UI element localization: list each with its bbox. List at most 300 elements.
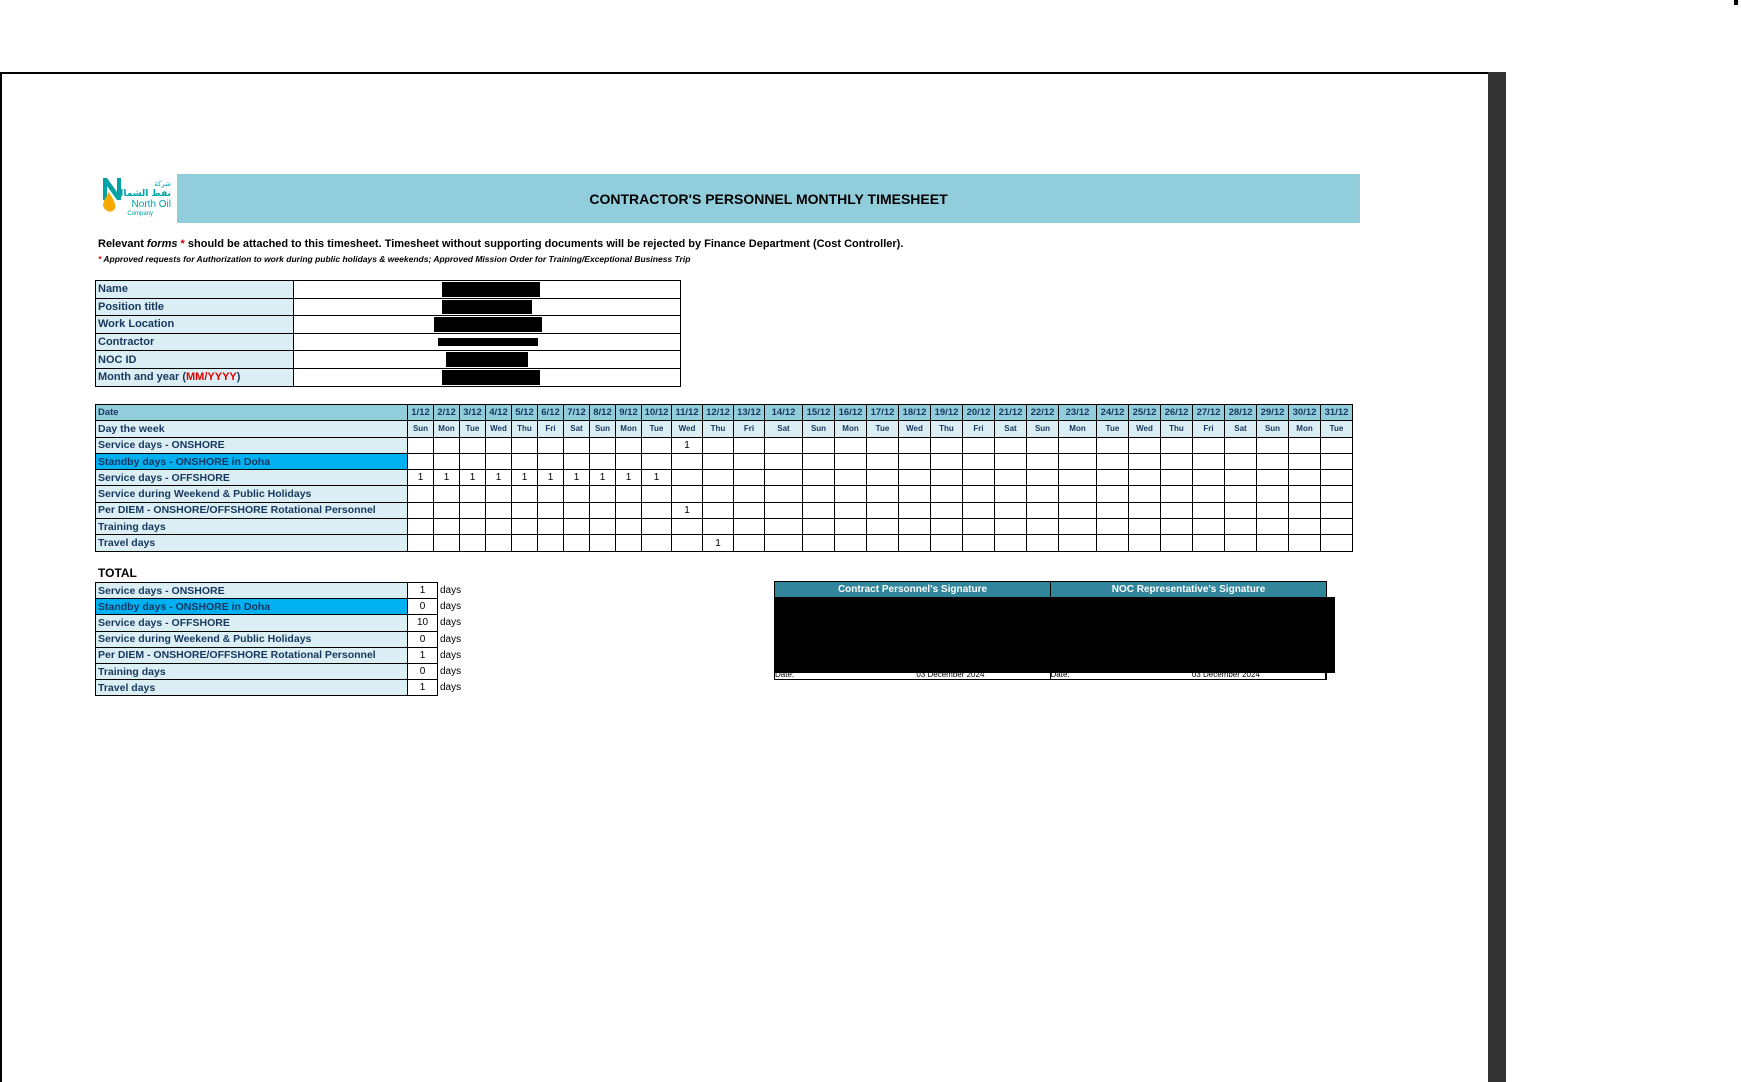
timesheet-cell[interactable] bbox=[995, 486, 1027, 502]
timesheet-cell[interactable] bbox=[1161, 453, 1193, 469]
timesheet-cell[interactable] bbox=[703, 453, 734, 469]
timesheet-cell[interactable] bbox=[486, 519, 512, 535]
timesheet-cell[interactable] bbox=[1321, 437, 1353, 453]
timesheet-cell[interactable] bbox=[1027, 453, 1059, 469]
timesheet-cell[interactable] bbox=[538, 519, 564, 535]
timesheet-cell[interactable] bbox=[408, 535, 434, 551]
timesheet-cell[interactable] bbox=[963, 453, 995, 469]
timesheet-cell[interactable] bbox=[642, 519, 672, 535]
day-header-cell: Wed bbox=[486, 421, 512, 437]
date-header-cell: 24/12 bbox=[1097, 405, 1129, 421]
timesheet-cell[interactable] bbox=[995, 470, 1027, 486]
total-row bbox=[96, 599, 478, 615]
timesheet-cell[interactable] bbox=[590, 437, 616, 453]
timesheet-cell[interactable] bbox=[835, 437, 867, 453]
timesheet-cell[interactable] bbox=[1129, 453, 1161, 469]
timesheet-cell[interactable] bbox=[765, 519, 803, 535]
timesheet-cell[interactable] bbox=[408, 519, 434, 535]
timesheet-cell[interactable] bbox=[1289, 502, 1321, 518]
date-header-cell: 26/12 bbox=[1161, 405, 1193, 421]
timesheet-cell[interactable] bbox=[616, 535, 642, 551]
timesheet-cell[interactable] bbox=[512, 437, 538, 453]
timesheet-cell[interactable] bbox=[765, 502, 803, 518]
timesheet-cell[interactable] bbox=[867, 535, 899, 551]
timesheet-cell[interactable] bbox=[931, 453, 963, 469]
timesheet-cell[interactable] bbox=[590, 486, 616, 502]
timesheet-cell[interactable]: 1 bbox=[486, 470, 512, 486]
timesheet-cell[interactable] bbox=[1193, 519, 1225, 535]
timesheet-cell[interactable] bbox=[1193, 486, 1225, 502]
timesheet-cell[interactable] bbox=[1097, 470, 1129, 486]
timesheet-cell[interactable] bbox=[867, 519, 899, 535]
timesheet-cell[interactable] bbox=[1097, 453, 1129, 469]
timesheet-cell[interactable] bbox=[1129, 502, 1161, 518]
timesheet-cell[interactable] bbox=[1161, 502, 1193, 518]
timesheet-cell[interactable]: 1 bbox=[564, 470, 590, 486]
timesheet-cell[interactable] bbox=[434, 502, 460, 518]
timesheet-cell[interactable] bbox=[963, 437, 995, 453]
timesheet-cell[interactable] bbox=[703, 486, 734, 502]
location-field[interactable] bbox=[294, 316, 681, 334]
timesheet-cell[interactable] bbox=[642, 453, 672, 469]
timesheet-cell[interactable] bbox=[765, 535, 803, 551]
timesheet-cell[interactable] bbox=[460, 535, 486, 551]
timesheet-cell[interactable]: 1 bbox=[460, 470, 486, 486]
timesheet-cell[interactable] bbox=[1225, 486, 1257, 502]
timesheet-cell[interactable] bbox=[1129, 519, 1161, 535]
timesheet-cell[interactable] bbox=[899, 453, 931, 469]
timesheet-cell[interactable] bbox=[408, 502, 434, 518]
day-header-cell: Wed bbox=[672, 421, 703, 437]
timesheet-cell[interactable] bbox=[931, 519, 963, 535]
month-label: Month and year (MM/YYYY) bbox=[96, 368, 294, 386]
timesheet-cell[interactable] bbox=[564, 437, 590, 453]
timesheet-cell[interactable] bbox=[616, 519, 642, 535]
timesheet-cell[interactable] bbox=[1129, 535, 1161, 551]
timesheet-cell[interactable] bbox=[1225, 535, 1257, 551]
timesheet-cell[interactable] bbox=[867, 502, 899, 518]
timesheet-cell[interactable] bbox=[734, 502, 765, 518]
signature-redaction bbox=[775, 597, 1335, 673]
total-value[interactable]: 10 bbox=[408, 615, 438, 631]
info-row-location bbox=[96, 316, 681, 334]
timesheet-cell[interactable] bbox=[460, 519, 486, 535]
day-header-cell: Sun bbox=[408, 421, 434, 437]
contractor-field[interactable] bbox=[294, 333, 681, 351]
info-row-month bbox=[96, 368, 681, 386]
timesheet-cell[interactable] bbox=[1193, 470, 1225, 486]
timesheet-cell[interactable] bbox=[1321, 502, 1353, 518]
personnel-info-table bbox=[95, 280, 681, 387]
row-label: Training days bbox=[96, 519, 408, 535]
timesheet-cell[interactable] bbox=[460, 502, 486, 518]
timesheet-cell[interactable] bbox=[590, 453, 616, 469]
day-header-cell: Fri bbox=[538, 421, 564, 437]
total-value[interactable]: 1 bbox=[408, 583, 438, 599]
timesheet-cell[interactable] bbox=[1257, 519, 1289, 535]
day-header-cell: Mon bbox=[1059, 421, 1097, 437]
timesheet-cell[interactable]: 1 bbox=[672, 437, 703, 453]
date-header-cell: 28/12 bbox=[1225, 405, 1257, 421]
timesheet-cell[interactable] bbox=[616, 502, 642, 518]
timesheet-cell[interactable] bbox=[803, 470, 835, 486]
timesheet-cell[interactable] bbox=[835, 486, 867, 502]
timesheet-cell[interactable] bbox=[703, 437, 734, 453]
timesheet-cell[interactable] bbox=[995, 502, 1027, 518]
timesheet-cell[interactable] bbox=[1225, 502, 1257, 518]
timesheet-cell[interactable] bbox=[1289, 453, 1321, 469]
contractor-label: Contractor bbox=[96, 333, 294, 351]
timesheet-cell[interactable] bbox=[835, 535, 867, 551]
date-header-cell: 7/12 bbox=[564, 405, 590, 421]
timesheet-cell[interactable] bbox=[1129, 437, 1161, 453]
timesheet-cell[interactable] bbox=[434, 453, 460, 469]
timesheet-cell[interactable]: 1 bbox=[512, 470, 538, 486]
timesheet-cell[interactable] bbox=[765, 486, 803, 502]
date-header-cell: 20/12 bbox=[963, 405, 995, 421]
timesheet-cell[interactable] bbox=[931, 486, 963, 502]
timesheet-row bbox=[96, 519, 1353, 535]
timesheet-cell[interactable] bbox=[564, 502, 590, 518]
info-row-contractor bbox=[96, 333, 681, 351]
timesheet-cell[interactable] bbox=[899, 486, 931, 502]
timesheet-cell[interactable] bbox=[1059, 470, 1097, 486]
timesheet-cell[interactable] bbox=[1225, 470, 1257, 486]
timesheet-row bbox=[96, 486, 1353, 502]
date-header-cell: 10/12 bbox=[642, 405, 672, 421]
timesheet-cell[interactable] bbox=[1193, 437, 1225, 453]
timesheet-cell[interactable] bbox=[512, 535, 538, 551]
timesheet-cell[interactable] bbox=[899, 535, 931, 551]
timesheet-cell[interactable] bbox=[538, 535, 564, 551]
date-header-cell: 11/12 bbox=[672, 405, 703, 421]
vertical-scrollbar[interactable] bbox=[1488, 72, 1506, 1082]
corner-mark bbox=[1734, 0, 1738, 5]
date-header-cell: 12/12 bbox=[703, 405, 734, 421]
timesheet-cell[interactable] bbox=[963, 535, 995, 551]
timesheet-cell[interactable] bbox=[434, 486, 460, 502]
timesheet-cell[interactable] bbox=[1161, 437, 1193, 453]
month-field[interactable] bbox=[294, 368, 681, 386]
timesheet-cell[interactable] bbox=[1257, 470, 1289, 486]
timesheet-cell[interactable] bbox=[963, 486, 995, 502]
date-header-cell: 8/12 bbox=[590, 405, 616, 421]
timesheet-cell[interactable] bbox=[642, 535, 672, 551]
timesheet-cell[interactable] bbox=[460, 453, 486, 469]
timesheet-cell[interactable] bbox=[703, 519, 734, 535]
attachment-note: Relevant forms * should be attached to this timesheet. Timesheet without supporting documents will be rejected by Finance Department (Cost Controller). bbox=[98, 238, 904, 250]
timesheet-cell[interactable] bbox=[995, 535, 1027, 551]
timesheet-cell[interactable] bbox=[734, 470, 765, 486]
timesheet-cell[interactable] bbox=[672, 453, 703, 469]
total-label: Standby days - ONSHORE in Doha bbox=[96, 599, 408, 615]
timesheet-cell[interactable] bbox=[1097, 502, 1129, 518]
date-header-cell: 14/12 bbox=[765, 405, 803, 421]
redaction bbox=[438, 338, 538, 347]
timesheet-cell[interactable] bbox=[1059, 486, 1097, 502]
timesheet-cell[interactable] bbox=[1225, 437, 1257, 453]
timesheet-cell[interactable] bbox=[899, 437, 931, 453]
total-value[interactable]: 0 bbox=[408, 631, 438, 647]
timesheet-cell[interactable] bbox=[538, 502, 564, 518]
timesheet-cell[interactable] bbox=[803, 437, 835, 453]
timesheet-cell[interactable] bbox=[1225, 453, 1257, 469]
timesheet-cell[interactable] bbox=[486, 486, 512, 502]
timesheet-cell[interactable] bbox=[1321, 519, 1353, 535]
timesheet-cell[interactable] bbox=[1161, 519, 1193, 535]
total-label: Travel days bbox=[96, 680, 408, 696]
timesheet-cell[interactable] bbox=[1129, 470, 1161, 486]
total-row bbox=[96, 583, 478, 599]
timesheet-cell[interactable] bbox=[564, 535, 590, 551]
timesheet-cell[interactable] bbox=[899, 470, 931, 486]
timesheet-cell[interactable] bbox=[1289, 470, 1321, 486]
day-header-cell: Mon bbox=[835, 421, 867, 437]
timesheet-cell[interactable] bbox=[1059, 519, 1097, 535]
timesheet-cell[interactable] bbox=[616, 437, 642, 453]
timesheet-cell[interactable] bbox=[512, 502, 538, 518]
timesheet-cell[interactable] bbox=[1161, 535, 1193, 551]
timesheet-cell[interactable] bbox=[408, 486, 434, 502]
timesheet-cell[interactable] bbox=[803, 535, 835, 551]
timesheet-cell[interactable] bbox=[1059, 437, 1097, 453]
timesheet-cell[interactable] bbox=[672, 486, 703, 502]
position-field[interactable] bbox=[294, 298, 681, 316]
total-label: Training days bbox=[96, 663, 408, 679]
timesheet-cell[interactable] bbox=[835, 519, 867, 535]
timesheet-cell[interactable] bbox=[1097, 486, 1129, 502]
total-heading: TOTAL bbox=[98, 566, 137, 580]
date-header-cell: 13/12 bbox=[734, 405, 765, 421]
timesheet-cell[interactable] bbox=[734, 453, 765, 469]
timesheet-cell[interactable] bbox=[486, 453, 512, 469]
timesheet-cell[interactable] bbox=[672, 470, 703, 486]
day-header-cell: Mon bbox=[434, 421, 460, 437]
timesheet-cell[interactable] bbox=[460, 437, 486, 453]
date-header-cell: 19/12 bbox=[931, 405, 963, 421]
timesheet-cell[interactable] bbox=[486, 535, 512, 551]
day-header-cell: Sun bbox=[590, 421, 616, 437]
day-header-cell: Tue bbox=[642, 421, 672, 437]
timesheet-cell[interactable] bbox=[899, 519, 931, 535]
timesheet-cell[interactable] bbox=[1257, 486, 1289, 502]
timesheet-cell[interactable] bbox=[803, 519, 835, 535]
date-header-cell: 29/12 bbox=[1257, 405, 1289, 421]
timesheet-cell[interactable] bbox=[1027, 470, 1059, 486]
timesheet-cell[interactable] bbox=[995, 519, 1027, 535]
total-value[interactable]: 1 bbox=[408, 680, 438, 696]
timesheet-cell[interactable] bbox=[734, 437, 765, 453]
total-row bbox=[96, 663, 478, 679]
day-header-cell: Thu bbox=[1161, 421, 1193, 437]
total-unit: days bbox=[440, 585, 462, 597]
timesheet-cell[interactable] bbox=[703, 470, 734, 486]
timesheet-cell[interactable] bbox=[995, 453, 1027, 469]
timesheet-cell[interactable] bbox=[408, 453, 434, 469]
timesheet-cell[interactable]: 1 bbox=[538, 470, 564, 486]
total-row bbox=[96, 680, 478, 696]
timesheet-cell[interactable] bbox=[995, 437, 1027, 453]
timesheet-cell[interactable] bbox=[734, 486, 765, 502]
timesheet-cell[interactable] bbox=[434, 437, 460, 453]
timesheet-cell[interactable]: 1 bbox=[703, 535, 734, 551]
timesheet-cell[interactable] bbox=[734, 535, 765, 551]
timesheet-cell[interactable] bbox=[538, 486, 564, 502]
timesheet-cell[interactable]: 1 bbox=[672, 502, 703, 518]
timesheet-cell[interactable] bbox=[835, 502, 867, 518]
position-label: Position title bbox=[96, 298, 294, 316]
timesheet-cell[interactable] bbox=[765, 470, 803, 486]
noc-id-field[interactable] bbox=[294, 351, 681, 369]
timesheet-cell[interactable] bbox=[512, 519, 538, 535]
timesheet-cell[interactable]: 1 bbox=[616, 470, 642, 486]
timesheet-cell[interactable] bbox=[590, 519, 616, 535]
redaction bbox=[442, 370, 540, 385]
total-unit: days bbox=[440, 666, 462, 678]
timesheet-cell[interactable] bbox=[1059, 502, 1097, 518]
timesheet-cell[interactable] bbox=[672, 519, 703, 535]
timesheet-cell[interactable]: 1 bbox=[408, 470, 434, 486]
timesheet-cell[interactable] bbox=[1097, 519, 1129, 535]
timesheet-cell[interactable] bbox=[963, 470, 995, 486]
timesheet-cell[interactable] bbox=[867, 437, 899, 453]
timesheet-cell[interactable] bbox=[803, 502, 835, 518]
timesheet-cell[interactable] bbox=[642, 437, 672, 453]
timesheet-cell[interactable] bbox=[434, 519, 460, 535]
timesheet-cell[interactable] bbox=[538, 437, 564, 453]
timesheet-cell[interactable] bbox=[1321, 470, 1353, 486]
timesheet-cell[interactable] bbox=[1257, 437, 1289, 453]
timesheet-cell[interactable] bbox=[616, 486, 642, 502]
signature-block bbox=[774, 581, 1327, 680]
timesheet-cell[interactable] bbox=[1289, 535, 1321, 551]
row-label: Service during Weekend & Public Holidays bbox=[96, 486, 408, 502]
timesheet-cell[interactable] bbox=[703, 502, 734, 518]
timesheet-cell[interactable] bbox=[1321, 535, 1353, 551]
redaction bbox=[434, 317, 542, 332]
timesheet-cell[interactable] bbox=[1097, 437, 1129, 453]
timesheet-cell[interactable] bbox=[867, 470, 899, 486]
timesheet-cell[interactable] bbox=[1193, 502, 1225, 518]
timesheet-cell[interactable] bbox=[765, 437, 803, 453]
timesheet-cell[interactable] bbox=[1161, 486, 1193, 502]
timesheet-row bbox=[96, 535, 1353, 551]
timesheet-cell[interactable] bbox=[931, 470, 963, 486]
timesheet-cell[interactable] bbox=[734, 519, 765, 535]
timesheet-cell[interactable] bbox=[486, 437, 512, 453]
total-value[interactable]: 1 bbox=[408, 647, 438, 663]
total-row bbox=[96, 647, 478, 663]
timesheet-cell[interactable]: 1 bbox=[590, 470, 616, 486]
total-value[interactable]: 0 bbox=[408, 599, 438, 615]
timesheet-cell[interactable] bbox=[963, 502, 995, 518]
timesheet-cell[interactable] bbox=[1257, 535, 1289, 551]
timesheet-cell[interactable] bbox=[931, 535, 963, 551]
timesheet-cell[interactable] bbox=[1027, 437, 1059, 453]
timesheet-cell[interactable] bbox=[835, 470, 867, 486]
timesheet-cell[interactable] bbox=[765, 453, 803, 469]
timesheet-cell[interactable] bbox=[931, 502, 963, 518]
timesheet-cell[interactable] bbox=[672, 535, 703, 551]
timesheet-cell[interactable] bbox=[1321, 486, 1353, 502]
timesheet-cell[interactable] bbox=[1097, 535, 1129, 551]
total-value[interactable]: 0 bbox=[408, 663, 438, 679]
timesheet-cell[interactable] bbox=[1321, 453, 1353, 469]
noc-date: Date: 03 December 2024 bbox=[1051, 671, 1327, 679]
timesheet-cell[interactable] bbox=[460, 486, 486, 502]
timesheet-cell[interactable] bbox=[867, 453, 899, 469]
timesheet-cell[interactable] bbox=[1027, 519, 1059, 535]
timesheet-cell[interactable] bbox=[616, 453, 642, 469]
svg-text:نفط الشمال: نفط الشمال bbox=[115, 189, 171, 199]
timesheet-cell[interactable] bbox=[512, 453, 538, 469]
timesheet-cell[interactable] bbox=[1027, 502, 1059, 518]
timesheet-cell[interactable] bbox=[408, 437, 434, 453]
timesheet-cell[interactable] bbox=[867, 486, 899, 502]
timesheet-cell[interactable] bbox=[1129, 486, 1161, 502]
timesheet-cell[interactable] bbox=[434, 535, 460, 551]
timesheet-cell[interactable] bbox=[1289, 437, 1321, 453]
timesheet-cell[interactable] bbox=[564, 486, 590, 502]
timesheet-cell[interactable] bbox=[1225, 519, 1257, 535]
timesheet-cell[interactable] bbox=[642, 486, 672, 502]
day-header-cell: Wed bbox=[899, 421, 931, 437]
timesheet-cell[interactable] bbox=[642, 502, 672, 518]
timesheet-cell[interactable] bbox=[1027, 486, 1059, 502]
timesheet-cell[interactable] bbox=[512, 486, 538, 502]
timesheet-cell[interactable] bbox=[835, 453, 867, 469]
timesheet-cell[interactable] bbox=[899, 502, 931, 518]
timesheet-cell[interactable] bbox=[564, 453, 590, 469]
name-field[interactable] bbox=[294, 281, 681, 299]
timesheet-cell[interactable] bbox=[803, 486, 835, 502]
noc-signature-header: NOC Representative's Signature bbox=[1051, 582, 1326, 597]
timesheet-cell[interactable] bbox=[1257, 453, 1289, 469]
timesheet-cell[interactable] bbox=[1193, 453, 1225, 469]
date-header-row bbox=[96, 405, 1353, 421]
timesheet-cell[interactable] bbox=[564, 519, 590, 535]
timesheet-cell[interactable] bbox=[1289, 486, 1321, 502]
timesheet-cell[interactable] bbox=[1059, 535, 1097, 551]
date-header-cell: 30/12 bbox=[1289, 405, 1321, 421]
timesheet-cell[interactable] bbox=[1193, 535, 1225, 551]
timesheet-cell[interactable] bbox=[931, 437, 963, 453]
logo-name-text: North Oil bbox=[131, 199, 171, 210]
total-unit: days bbox=[440, 633, 462, 645]
timesheet-cell[interactable] bbox=[1257, 502, 1289, 518]
timesheet-cell[interactable] bbox=[590, 535, 616, 551]
row-label: Travel days bbox=[96, 535, 408, 551]
name-label: Name bbox=[96, 281, 294, 299]
date-header-cell: 16/12 bbox=[835, 405, 867, 421]
timesheet-cell[interactable]: 1 bbox=[642, 470, 672, 486]
timesheet-cell[interactable] bbox=[486, 502, 512, 518]
timesheet-cell[interactable] bbox=[1027, 535, 1059, 551]
day-header-cell: Thu bbox=[512, 421, 538, 437]
date-header-cell: 31/12 bbox=[1321, 405, 1353, 421]
timesheet-cell[interactable] bbox=[1059, 453, 1097, 469]
timesheet-cell[interactable] bbox=[590, 502, 616, 518]
timesheet-cell[interactable] bbox=[538, 453, 564, 469]
timesheet-cell[interactable] bbox=[1161, 470, 1193, 486]
timesheet-cell[interactable]: 1 bbox=[434, 470, 460, 486]
timesheet-cell[interactable] bbox=[1289, 519, 1321, 535]
timesheet-cell[interactable] bbox=[963, 519, 995, 535]
timesheet-cell[interactable] bbox=[803, 453, 835, 469]
location-label: Work Location bbox=[96, 316, 294, 334]
date-header-cell: 18/12 bbox=[899, 405, 931, 421]
date-header-cell: 2/12 bbox=[434, 405, 460, 421]
